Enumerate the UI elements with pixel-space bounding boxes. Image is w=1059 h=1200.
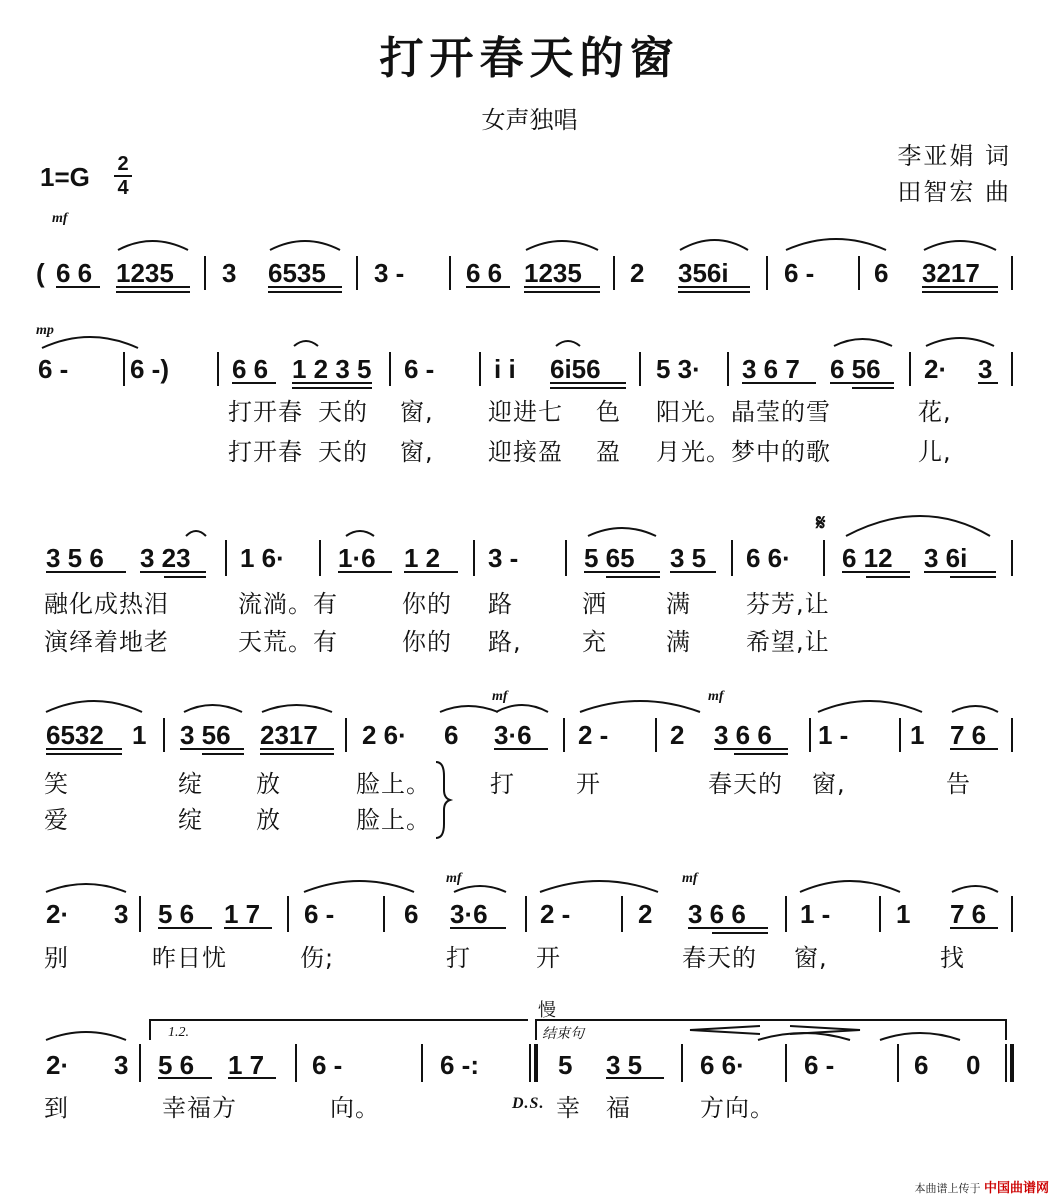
lyric: 笑 bbox=[44, 770, 69, 798]
note-group: 1235 bbox=[116, 258, 174, 288]
lyric: 充 bbox=[582, 628, 607, 656]
note-group: 6 6 bbox=[232, 354, 269, 384]
lyric: 天的 bbox=[318, 438, 368, 466]
note-group: 1 bbox=[132, 720, 147, 750]
dynamic-mf: mf bbox=[682, 871, 698, 886]
lyric: 洒 bbox=[582, 590, 607, 618]
lyric: 迎进七 bbox=[488, 398, 563, 426]
note-group: 3 6 7 bbox=[742, 354, 800, 384]
note-group: i i bbox=[494, 354, 516, 384]
lyric: 找 bbox=[940, 944, 965, 972]
note-group: 6532 bbox=[46, 720, 104, 750]
song-title: 打开春天的窗 bbox=[379, 33, 680, 84]
note-group: 3 6i bbox=[924, 543, 968, 573]
lyric: 打 bbox=[490, 770, 515, 798]
note-group: 6 - bbox=[784, 258, 815, 288]
lyric: 窗, bbox=[812, 770, 846, 798]
note-group: 3 bbox=[114, 1050, 129, 1080]
note-group: 3 5 bbox=[606, 1050, 643, 1080]
composer-credit: 田智宏 曲 bbox=[897, 178, 1011, 206]
lyric: 打开春 bbox=[228, 398, 303, 426]
dal-segno: D.S. bbox=[512, 1095, 545, 1112]
lyric: 希望,让 bbox=[746, 628, 830, 656]
note-group: 6 - bbox=[304, 899, 335, 929]
lyric: 儿, bbox=[918, 438, 952, 466]
note-group: 3·6 bbox=[494, 720, 532, 750]
lyric: 向。 bbox=[330, 1094, 380, 1122]
note-group: 6 bbox=[874, 258, 889, 288]
note-group: 3 56 bbox=[180, 720, 231, 750]
note-group: 1 2 bbox=[404, 543, 441, 573]
dynamic-mf: mf bbox=[708, 689, 724, 704]
lyric: 绽 bbox=[178, 806, 203, 834]
dynamic-mf: mf bbox=[446, 871, 462, 886]
note-group: 2 bbox=[630, 258, 645, 288]
footer-credit bbox=[914, 1177, 1049, 1196]
lyric: 打 bbox=[446, 944, 471, 972]
lyric: 到 bbox=[44, 1094, 69, 1122]
lyric: 月光。梦中的歌 bbox=[656, 438, 831, 466]
dynamic-mf: mf bbox=[492, 689, 508, 704]
note-group: 2317 bbox=[260, 720, 318, 750]
lyric: 你的 bbox=[402, 590, 452, 618]
time-sig-top: 2 bbox=[117, 153, 129, 175]
ending-label: 结束句 bbox=[542, 1025, 584, 1041]
note-group: 7 6 bbox=[950, 899, 987, 929]
note-group: 5 3· bbox=[656, 354, 701, 384]
paren-open: ( bbox=[36, 258, 45, 288]
lyric: 伤; bbox=[300, 944, 335, 972]
lyric: 色 bbox=[596, 398, 621, 426]
note-group: 3217 bbox=[922, 258, 980, 288]
note-group: 5 bbox=[558, 1050, 573, 1080]
note-group: 6 6· bbox=[746, 543, 791, 573]
note-group: 6 - bbox=[804, 1050, 835, 1080]
note-group: 1 bbox=[896, 899, 911, 929]
note-group: 2 - bbox=[540, 899, 571, 929]
note-group: 6 56 bbox=[830, 354, 881, 384]
note-group: 3 5 6 bbox=[46, 543, 104, 573]
lyric: 打开春 bbox=[228, 438, 303, 466]
note-group: 6 - bbox=[312, 1050, 343, 1080]
song-subtitle: 女声独唱 bbox=[481, 106, 578, 134]
lyric: 脸上。 bbox=[356, 806, 431, 834]
note-group: 1235 bbox=[524, 258, 582, 288]
lyric: 天的 bbox=[318, 398, 368, 426]
note-group: 6i56 bbox=[550, 354, 601, 384]
note-group: 0 bbox=[966, 1050, 981, 1080]
note-group: 3 bbox=[114, 899, 129, 929]
note-group: 2 bbox=[638, 899, 653, 929]
lyric: 春天的 bbox=[682, 944, 757, 972]
note-group: 5 6 bbox=[158, 899, 195, 929]
note-group: 2· bbox=[46, 899, 70, 929]
lyric: 窗, bbox=[400, 438, 434, 466]
lyric: 昨日忧 bbox=[152, 944, 227, 972]
lyric: 别 bbox=[44, 944, 69, 972]
lyric: 迎接盈 bbox=[488, 438, 563, 466]
note-group: 6 bbox=[444, 720, 459, 750]
note-group: 6 12 bbox=[842, 543, 893, 573]
lyric: 满 bbox=[666, 628, 691, 656]
lyric: 阳光。晶莹的雪 bbox=[656, 398, 831, 426]
note-group: 1 2 3 5 bbox=[292, 354, 372, 384]
note-group: 1·6 bbox=[338, 543, 376, 573]
note-group: 2· bbox=[46, 1050, 70, 1080]
note-group: 6 6· bbox=[700, 1050, 745, 1080]
lyric: 福 bbox=[606, 1094, 631, 1122]
lyric: 放 bbox=[256, 806, 281, 834]
lyric: 路, bbox=[488, 628, 522, 656]
lyric: 窗, bbox=[400, 398, 434, 426]
note-group: 3 bbox=[222, 258, 237, 288]
note-group: 2 bbox=[670, 720, 685, 750]
note-group: 2· bbox=[924, 354, 948, 384]
dynamic-mf: mf bbox=[52, 211, 68, 226]
lyric: 春天的 bbox=[708, 770, 783, 798]
lyric: 开 bbox=[536, 944, 561, 972]
lyric: 天荒。有 bbox=[238, 628, 338, 656]
time-sig-bottom: 4 bbox=[117, 177, 129, 199]
lyric: 方向。 bbox=[700, 1094, 775, 1122]
lyric: 演绎着地老 bbox=[44, 628, 169, 656]
note-group: 5 6 bbox=[158, 1050, 195, 1080]
lyric: 幸福方 bbox=[162, 1094, 237, 1122]
lyric: 开 bbox=[576, 770, 601, 798]
lyric: 爱 bbox=[44, 806, 69, 834]
note-group: 6535 bbox=[268, 258, 326, 288]
dynamic-mp: mp bbox=[36, 323, 54, 338]
lyric: 放 bbox=[256, 770, 281, 798]
lyric: 幸 bbox=[556, 1094, 581, 1122]
note-group: 1 7 bbox=[224, 899, 261, 929]
note-group: 3 - bbox=[488, 543, 519, 573]
footer-prefix: 本曲谱上传于 bbox=[914, 1182, 981, 1195]
key-signature: 1=G bbox=[40, 162, 90, 192]
note-group: 3 23 bbox=[140, 543, 191, 573]
volta-label: 1.2. bbox=[168, 1025, 189, 1040]
note-group: 1 - bbox=[818, 720, 849, 750]
lyric: 绽 bbox=[178, 770, 203, 798]
segno-sign: 𝄋 bbox=[816, 510, 826, 535]
note-group: 6 bbox=[404, 899, 419, 929]
lyric: 花, bbox=[918, 398, 952, 426]
lyric: 你的 bbox=[402, 628, 452, 656]
note-group: 5 65 bbox=[584, 543, 635, 573]
note-group: 6 6 bbox=[56, 258, 93, 288]
lyric: 流淌。有 bbox=[238, 590, 338, 618]
note-group: 356i bbox=[678, 258, 729, 288]
note-group: 6 -) bbox=[130, 354, 169, 384]
lyric: 脸上。 bbox=[356, 770, 431, 798]
note-group: 3·6 bbox=[450, 899, 488, 929]
lyric: 路 bbox=[488, 590, 513, 618]
note-group: 7 6 bbox=[950, 720, 987, 750]
lyric: 融化成热泪 bbox=[44, 590, 169, 618]
note-group: 1 6· bbox=[240, 543, 285, 573]
note-group: 6 6 bbox=[466, 258, 503, 288]
note-group: 3 bbox=[978, 354, 993, 384]
footer-site-logo: 中国曲谱网 bbox=[983, 1181, 1049, 1196]
note-group: 6 - bbox=[404, 354, 435, 384]
note-group: 3 6 6 bbox=[688, 899, 746, 929]
tempo-slow: 慢 bbox=[538, 1000, 556, 1020]
note-group: 6 bbox=[914, 1050, 929, 1080]
note-group: 3 5 bbox=[670, 543, 707, 573]
note-group: 6 - bbox=[38, 354, 69, 384]
note-group: 2 6· bbox=[362, 720, 407, 750]
note-group: 1 - bbox=[800, 899, 831, 929]
lyric: 盈 bbox=[596, 438, 621, 466]
note-group: 3 6 6 bbox=[714, 720, 772, 750]
lyricist-credit: 李亚娟 词 bbox=[897, 142, 1011, 170]
lyric: 窗, bbox=[794, 944, 828, 972]
note-group: 2 - bbox=[578, 720, 609, 750]
note-group: 1 7 bbox=[228, 1050, 265, 1080]
lyric: 芬芳,让 bbox=[746, 590, 830, 618]
note-group: 6 -: bbox=[440, 1050, 479, 1080]
lyric: 告 bbox=[946, 770, 971, 798]
lyric: 满 bbox=[666, 590, 691, 618]
note-group: 1 bbox=[910, 720, 925, 750]
note-group: 3 - bbox=[374, 258, 405, 288]
